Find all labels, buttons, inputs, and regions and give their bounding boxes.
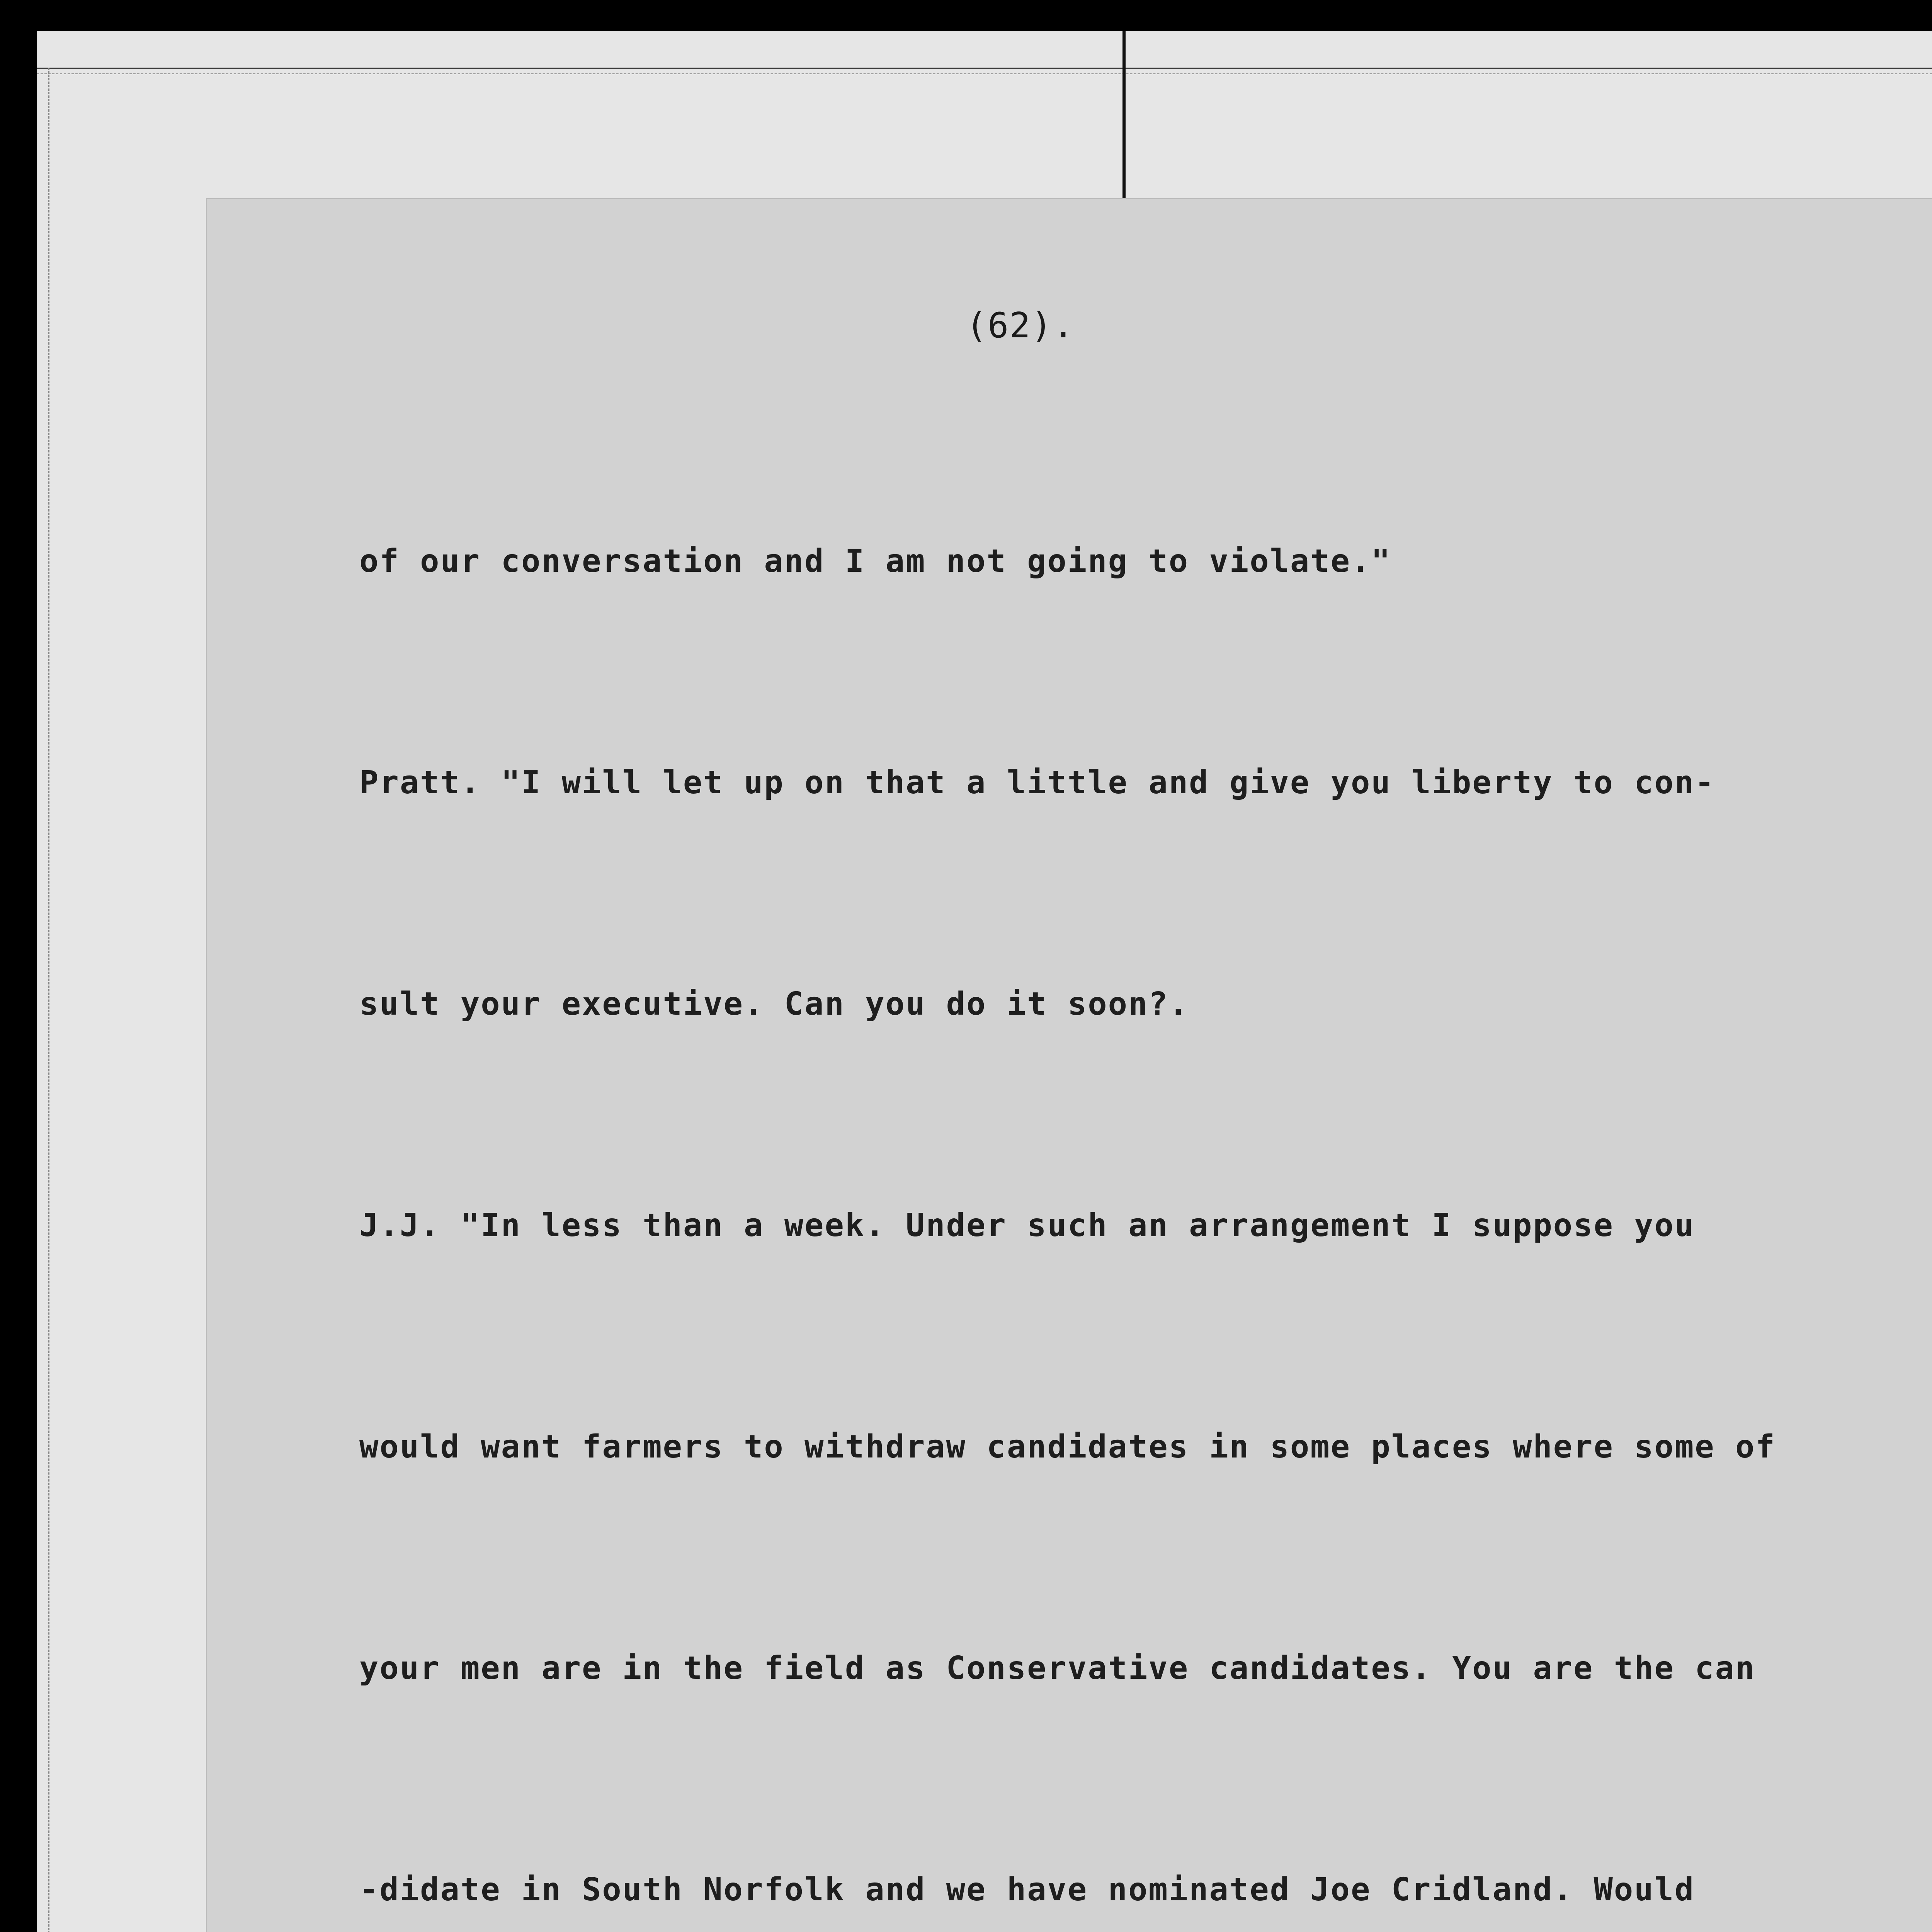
text-line: your men are in the field as Conservative candidates. You are the can [359, 1650, 1756, 1687]
text-line: of our conversation and I am not going to violate." [359, 543, 1391, 580]
frame-rule-top [37, 68, 1932, 69]
text-line: Pratt. "I will let up on that a little and give you liberty to con- [359, 764, 1715, 801]
frame-rule-left [48, 68, 49, 1932]
text-line: J.J. "In less than a week. Under such an arrangement I suppose you [359, 1207, 1695, 1244]
text-line: would want farmers to withdraw candidates in some places where some of [359, 1429, 1776, 1465]
frame-divider [1122, 31, 1126, 205]
page-number: (62). [966, 305, 1075, 346]
text-line: sult your executive. Can you do it soon?. [359, 986, 1189, 1022]
frame-rule-top-dashed [37, 73, 1932, 74]
text-line: -didate in South Norfolk and we have nominated Joe Cridland. Would [359, 1871, 1695, 1908]
typed-body [359, 377, 1932, 1932]
